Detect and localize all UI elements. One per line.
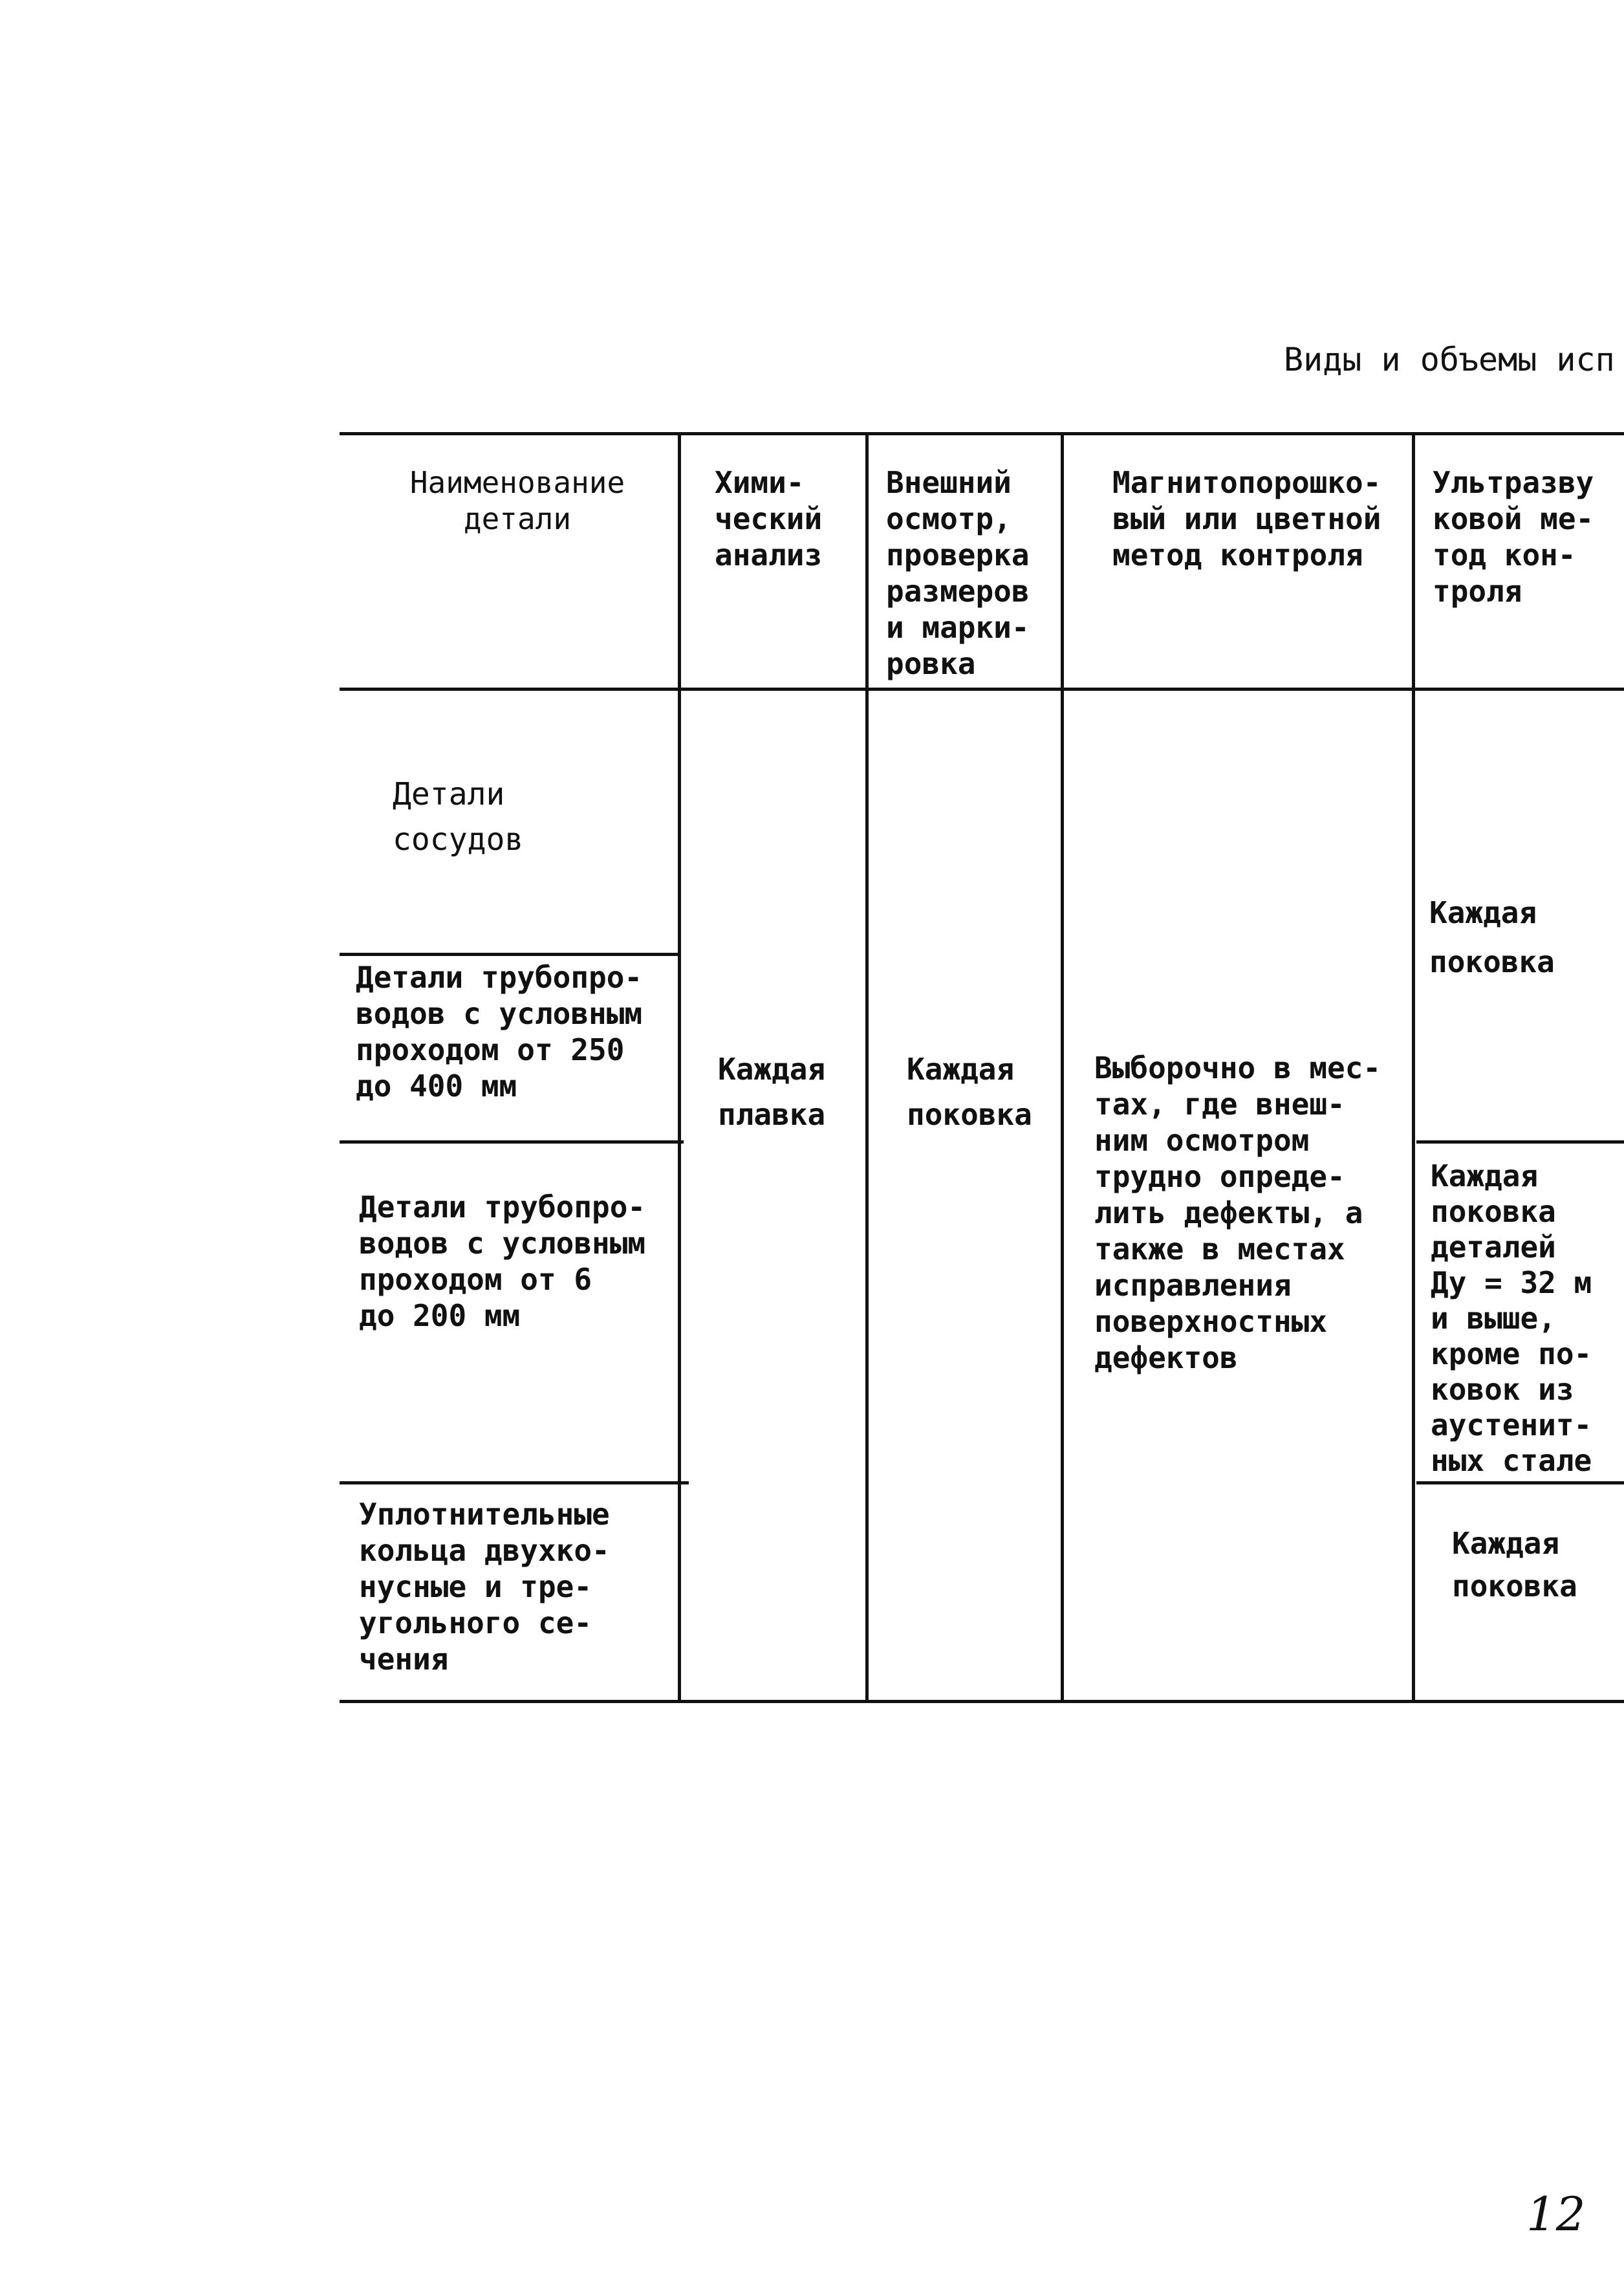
col-divider-4 <box>1412 432 1415 1701</box>
table-bottom-rule <box>340 1700 1624 1703</box>
visual-inspection-value: Каждая поковка <box>907 1052 1032 1132</box>
page-number: 12 <box>1526 2187 1586 2241</box>
ultrasonic-value-3: Каждая поковка <box>1452 1526 1577 1603</box>
row-pipe-parts-250-400: Детали трубопро- водов с условным проходом от 250 до 400 мм <box>356 960 643 1103</box>
ultrasonic-value-2: Каждая поковка деталей Ду = 32 м и выше, кроме по- ковок из аустенит- ных стале <box>1431 1158 1592 1478</box>
header-ultrasonic: Ультразву ковой ме- тод кон- троля <box>1433 465 1594 609</box>
col-divider-1 <box>678 432 681 1701</box>
page-header: Виды и объемы исп <box>1284 341 1615 378</box>
col-divider-3 <box>1061 432 1064 1701</box>
row-rule-2 <box>340 1140 684 1144</box>
header-magnetic-method: Магнитопорошко- вый или цветной метод контроля <box>1112 465 1381 572</box>
header-bottom-rule <box>340 688 1624 691</box>
header-visual-inspection: Внешний осмотр, проверка размеров и марки- ровка <box>886 465 1030 681</box>
row-rule-3 <box>340 1481 689 1484</box>
ultrasonic-rule-2 <box>1416 1481 1624 1484</box>
ultrasonic-value-1: Каждая поковка <box>1429 895 1555 979</box>
col-divider-2 <box>865 432 869 1701</box>
row-sealing-rings: Уплотнительные кольца двухко- нусные и тре- угольного се- чения <box>359 1497 610 1677</box>
header-chem-analysis: Хими- ческий анализ <box>715 465 823 572</box>
row-vessel-parts: Детали сосудов <box>393 776 524 858</box>
row-rule-1 <box>340 953 679 956</box>
chem-analysis-value: Каждая плавка <box>718 1052 826 1132</box>
ultrasonic-rule-1 <box>1416 1140 1624 1144</box>
header-part-name: Наименование детали <box>409 465 625 536</box>
row-pipe-parts-6-200: Детали трубопро- водов с условным проходом от 6 до 200 мм <box>359 1190 646 1333</box>
table-top-rule <box>340 432 1624 435</box>
magnetic-method-value: Выборочно в мес- тах, где внеш- ним осмотром трудно опреде- лить дефекты, а также в местах исправления поверхностных дефектов <box>1094 1050 1381 1375</box>
